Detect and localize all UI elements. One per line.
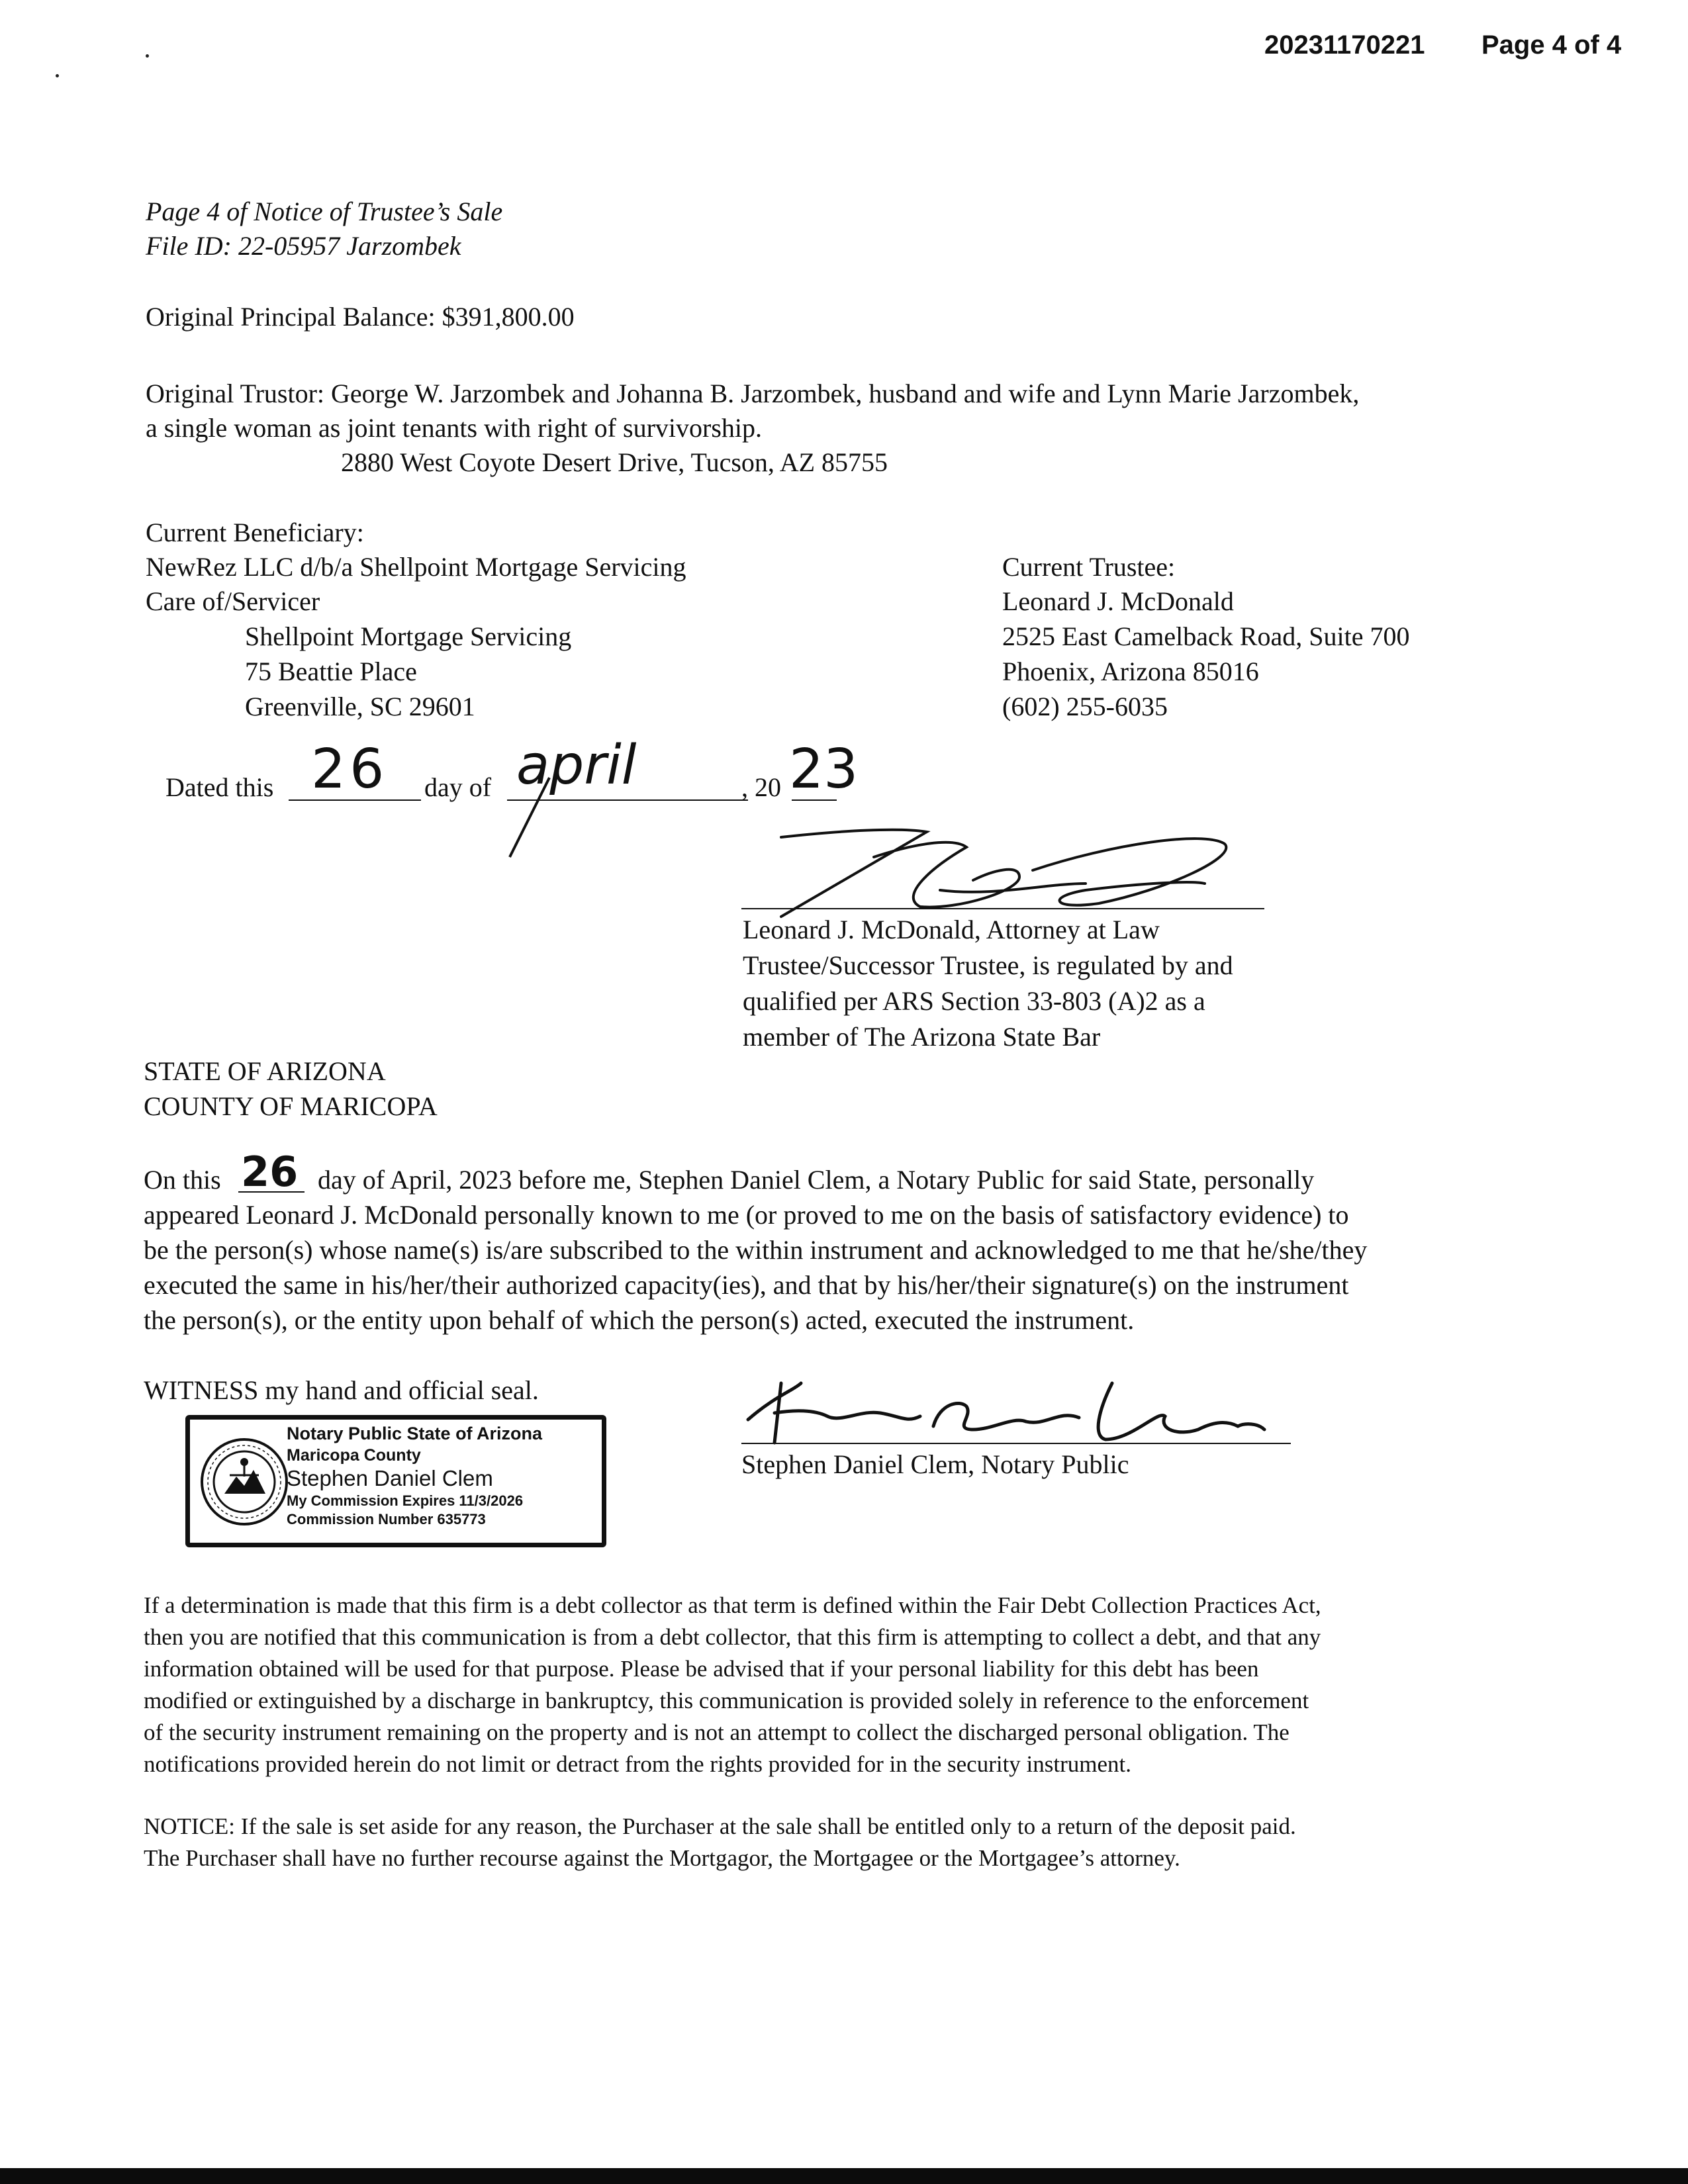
trustee-signature-caption: Leonard J. McDonald, Attorney at Law xyxy=(743,915,1160,944)
notary-signature-line xyxy=(741,1443,1291,1444)
trustee-phone: (602) 255-6035 xyxy=(1002,692,1168,721)
original-trustor-line: a single woman as joint tenants with right of survivorship. xyxy=(146,413,762,443)
ack-on-this: On this xyxy=(144,1165,221,1195)
month-pen-stroke xyxy=(503,774,563,860)
stamp-line: Stephen Daniel Clem xyxy=(287,1466,493,1490)
state-seal-icon xyxy=(198,1435,291,1528)
sale-notice-line: The Purchaser shall have no further recourse against the Mortgagor, the Mortgagee or the Mortgagee’s attorney. xyxy=(144,1845,1180,1871)
care-of-servicer: Care of/Servicer xyxy=(146,586,320,616)
trustee-regulation-line: Trustee/Successor Trustee, is regulated by and xyxy=(743,950,1233,980)
year-prefix: , 20 xyxy=(741,772,781,802)
venue-state: STATE OF ARIZONA xyxy=(144,1056,386,1086)
fdcpa-notice-line: information obtained will be used for that purpose. Please be advised that if your personal liability for this debt has been xyxy=(144,1656,1259,1682)
scan-speck xyxy=(56,74,59,77)
sale-notice-line: NOTICE: If the sale is set aside for any reason, the Purchaser at the sale shall be entitled only to a return of the deposit paid. xyxy=(144,1813,1296,1839)
witness-text: WITNESS my hand and official seal. xyxy=(144,1375,539,1405)
stamp-line: My Commission Expires 11/3/2026 xyxy=(287,1492,524,1509)
fdcpa-notice-line: then you are notified that this communication is from a debt collector, that this firm is attempting to collect a debt, and that any xyxy=(144,1624,1321,1650)
day-of-label: day of xyxy=(424,772,492,802)
fdcpa-notice-line: notifications provided herein do not limit or detract from the rights provided for in the security instrument. xyxy=(144,1751,1132,1777)
handwritten-day: 26 xyxy=(311,738,389,801)
recording-number: 20231170221 xyxy=(1264,30,1425,60)
servicer-name: Shellpoint Mortgage Servicing xyxy=(245,621,572,651)
trustee-regulation-line: member of The Arizona State Bar xyxy=(743,1022,1101,1052)
ack-line: be the person(s) whose name(s) is/are subscribed to the within instrument and acknowledged to me that he/she/they xyxy=(144,1235,1368,1265)
ack-line: day of April, 2023 before me, Stephen Daniel Clem, a Notary Public for said State, personally xyxy=(318,1165,1315,1195)
stamp-line: Commission Number 635773 xyxy=(287,1511,486,1527)
trustee-signature-line xyxy=(741,908,1264,909)
scan-edge-bar xyxy=(0,2168,1688,2184)
venue-county: COUNTY OF MARICOPA xyxy=(144,1091,438,1121)
scan-speck xyxy=(146,54,149,58)
original-trustor-line: Original Trustor: George W. Jarzombek and Johanna B. Jarzombek, husband and wife and Lynn Marie Jarzombek, xyxy=(146,379,1360,408)
fdcpa-notice-line: of the security instrument remaining on the property and is not an attempt to collect the discharged personal obligation. The xyxy=(144,1719,1289,1745)
stamp-line: Maricopa County xyxy=(287,1446,421,1465)
ack-line: the person(s), or the entity upon behalf of which the person(s) acted, executed the instrument. xyxy=(144,1305,1135,1335)
page-title: Page 4 of Notice of Trustee’s Sale xyxy=(146,197,503,226)
handwritten-month: april xyxy=(516,734,637,797)
trustor-address: 2880 West Coyote Desert Drive, Tucson, AZ 85755 xyxy=(341,447,888,477)
file-id: File ID: 22-05957 Jarzombek xyxy=(146,231,461,261)
ack-line: executed the same in his/her/their authorized capacity(ies), and that by his/her/their signature(s) on the instrument xyxy=(144,1270,1349,1300)
handwritten-year: 23 xyxy=(789,738,859,801)
notary-signature xyxy=(735,1370,1278,1449)
trustee-name: Leonard J. McDonald xyxy=(1002,586,1234,616)
ack-line: appeared Leonard J. McDonald personally known to me (or proved to me on the basis of satisfactory evidence) to xyxy=(144,1200,1349,1230)
servicer-street: 75 Beattie Place xyxy=(245,657,417,686)
dated-prefix: Dated this xyxy=(165,772,274,802)
notary-signature-caption: Stephen Daniel Clem, Notary Public xyxy=(741,1449,1129,1479)
servicer-city: Greenville, SC 29601 xyxy=(245,692,475,721)
page-indicator: Page 4 of 4 xyxy=(1481,30,1622,60)
trustee-heading: Current Trustee: xyxy=(1002,552,1176,582)
ack-handwritten-day: 26 xyxy=(241,1148,299,1196)
beneficiary-heading: Current Beneficiary: xyxy=(146,518,364,547)
beneficiary-name: NewRez LLC d/b/a Shellpoint Mortgage Servicing xyxy=(146,552,686,582)
trustee-city: Phoenix, Arizona 85016 xyxy=(1002,657,1259,686)
original-principal-balance: Original Principal Balance: $391,800.00 xyxy=(146,302,575,332)
notary-stamp xyxy=(185,1415,606,1547)
fdcpa-notice-line: modified or extinguished by a discharge in bankruptcy, this communication is provided solely in reference to the enforcement xyxy=(144,1688,1309,1713)
stamp-line: Notary Public State of Arizona xyxy=(287,1424,543,1443)
fdcpa-notice-line: If a determination is made that this firm is a debt collector as that term is defined within the Fair Debt Collection Practices Act, xyxy=(144,1592,1321,1618)
trustee-regulation-line: qualified per ARS Section 33-803 (A)2 as a xyxy=(743,986,1205,1016)
trustee-street: 2525 East Camelback Road, Suite 700 xyxy=(1002,621,1410,651)
